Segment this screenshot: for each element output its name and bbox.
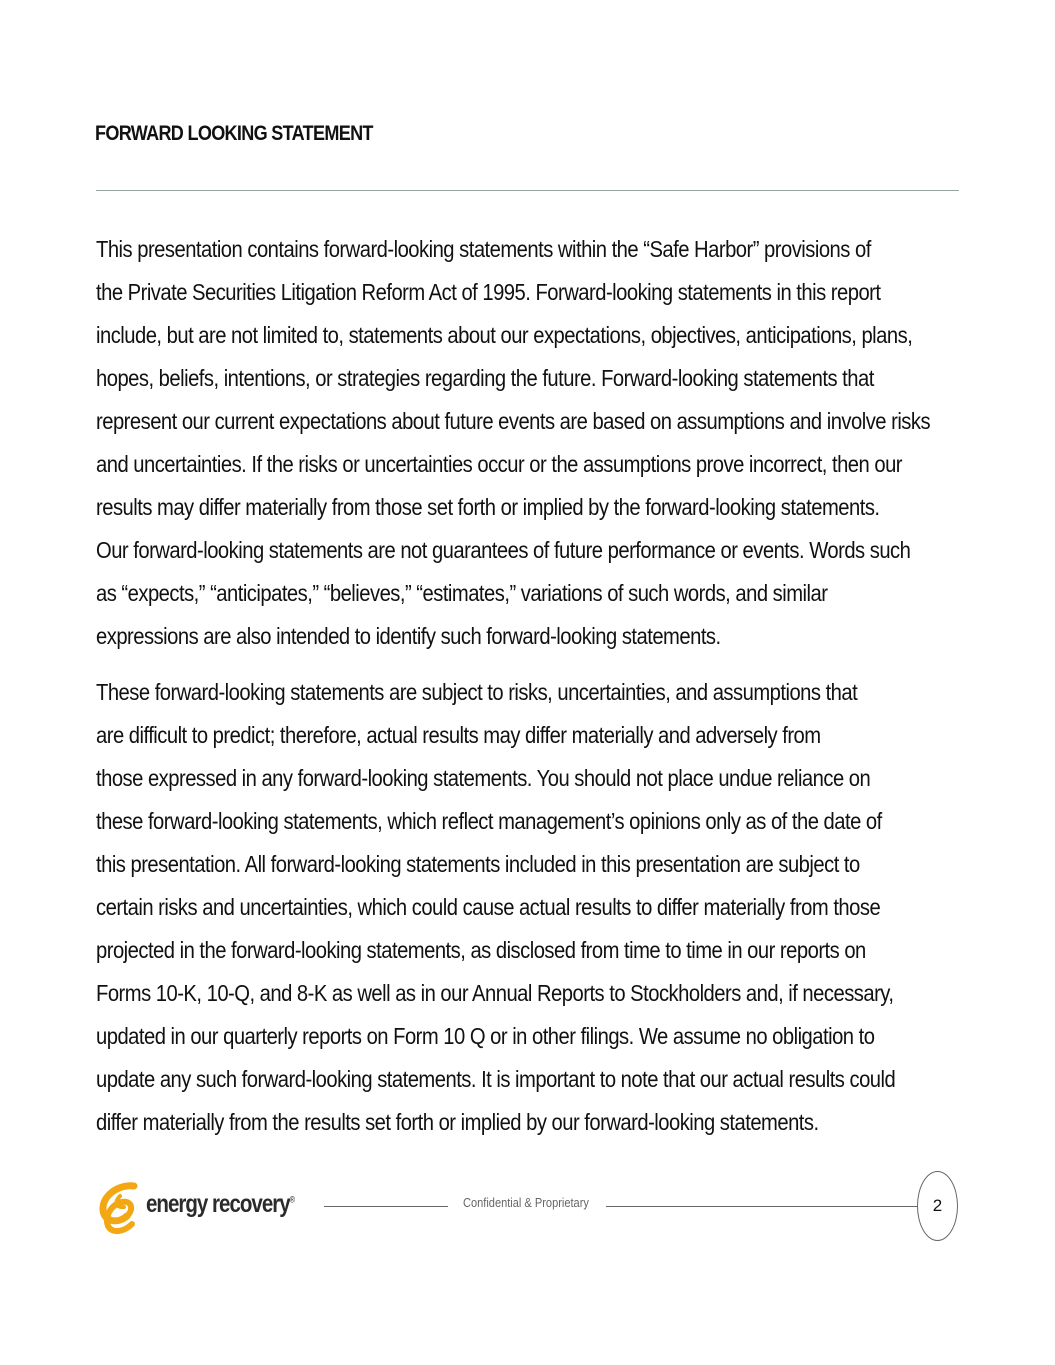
text-line: this presentation. All forward-looking statements included in this presentation are subject to (96, 851, 860, 877)
text-line: and uncertainties. If the risks or uncertainties occur or the assumptions prove incorrect, then our (96, 451, 903, 477)
text-line: represent our current expectations about future events are based on assumptions and involve risks (96, 408, 931, 434)
paragraph-safe-harbor (96, 228, 939, 658)
text-line: these forward-looking statements, which reflect management’s opinions only as of the date of (96, 808, 882, 834)
text-line: update any such forward-looking statements. It is important to note that our actual results could (96, 1066, 896, 1092)
footer-divider-left (324, 1206, 448, 1207)
text-line: Forms 10-K, 10-Q, and 8-K as well as in our Annual Reports to Stockholders and, if necessary, (96, 980, 894, 1006)
logo-wordmark: energy recovery® (146, 1190, 295, 1218)
text-line: those expressed in any forward-looking statements. You should not place undue reliance on (96, 765, 871, 791)
page-number-badge (917, 1171, 958, 1241)
text-line: expressions are also intended to identify such forward-looking statements. (96, 623, 721, 649)
text-line: differ materially from the results set forth or implied by our forward-looking statements. (96, 1109, 819, 1135)
slide-title: FORWARD LOOKING STATEMENT (95, 122, 373, 145)
text-line: include, but are not limited to, statements about our expectations, objectives, anticipations, plans, (96, 322, 913, 348)
text-line: projected in the forward-looking statements, as disclosed from time to time in our reports on (96, 937, 866, 963)
body-text (96, 228, 939, 1144)
paragraph-risks (96, 671, 939, 1144)
text-line: certain risks and uncertainties, which could cause actual results to differ materially from those (96, 894, 881, 920)
text-line: updated in our quarterly reports on Form 10 Q or in other filings. We assume no obligation to (96, 1023, 875, 1049)
page-number: 2 (932, 1196, 943, 1215)
confidential-label: Confidential & Proprietary (463, 1195, 589, 1210)
text-line: Our forward-looking statements are not guarantees of future performance or events. Words such (96, 537, 911, 563)
text-line: are difficult to predict; therefore, actual results may differ materially and adversely from (96, 722, 821, 748)
logo-swirl-icon (94, 1180, 142, 1236)
text-line: hopes, beliefs, intentions, or strategies regarding the future. Forward-looking statements that (96, 365, 874, 391)
text-line: This presentation contains forward-looking statements within the “Safe Harbor” provisions of (96, 236, 871, 262)
text-line: the Private Securities Litigation Reform Act of 1995. Forward-looking statements in this report (96, 279, 881, 305)
company-logo (94, 1180, 314, 1236)
text-line: results may differ materially from those set forth or implied by the forward-looking statements. (96, 494, 880, 520)
footer-divider-right (606, 1206, 918, 1207)
title-divider (96, 190, 959, 191)
text-line: These forward-looking statements are subject to risks, uncertainties, and assumptions that (96, 679, 858, 705)
text-line: as “expects,” “anticipates,” “believes,” “estimates,” variations of such words, and similar (96, 580, 828, 606)
